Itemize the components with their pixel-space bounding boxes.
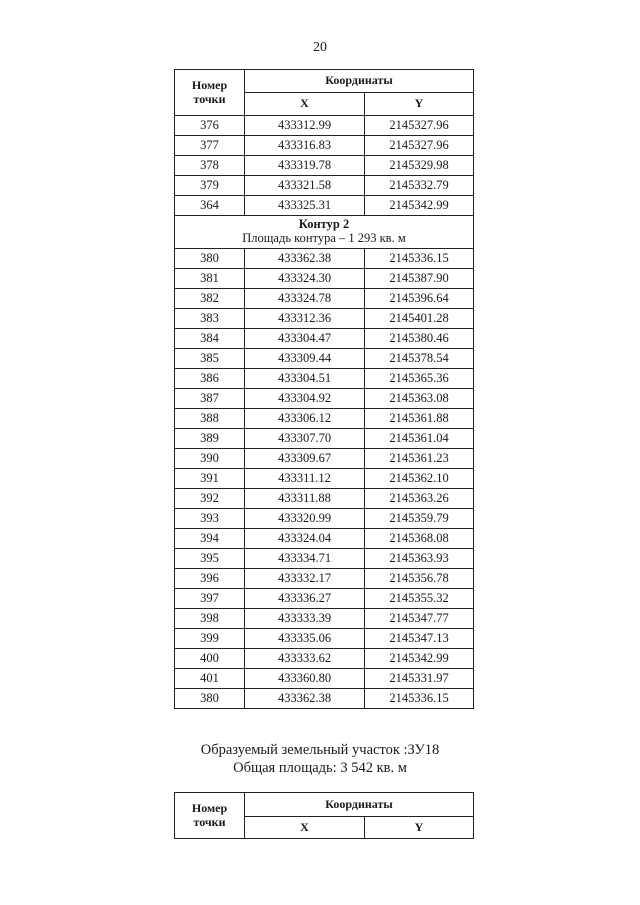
x-coordinate-cell: 433320.99 xyxy=(245,509,365,529)
y-coordinate-cell: 2145359.79 xyxy=(365,509,474,529)
point-number-cell: 398 xyxy=(175,609,245,629)
y-coordinate-cell: 2145327.96 xyxy=(365,116,474,136)
point-number-cell: 382 xyxy=(175,289,245,309)
point-number-cell: 384 xyxy=(175,329,245,349)
table-row xyxy=(175,529,474,549)
y-coordinate-cell: 2145365.36 xyxy=(365,369,474,389)
table-row xyxy=(175,489,474,509)
table-row xyxy=(175,349,474,369)
table-row xyxy=(175,269,474,289)
table-row xyxy=(175,329,474,349)
y-coordinate-cell: 2145361.23 xyxy=(365,449,474,469)
table-row xyxy=(175,589,474,609)
x-coordinate-cell: 433325.31 xyxy=(245,196,365,216)
table-row xyxy=(175,176,474,196)
header-coordinates: Координаты xyxy=(245,793,474,817)
x-coordinate-cell: 433334.71 xyxy=(245,549,365,569)
y-coordinate-cell: 2145378.54 xyxy=(365,349,474,369)
point-number-cell: 390 xyxy=(175,449,245,469)
x-coordinate-cell: 433360.80 xyxy=(245,669,365,689)
point-number-cell: 396 xyxy=(175,569,245,589)
point-number-cell: 380 xyxy=(175,689,245,709)
y-coordinate-cell: 2145331.97 xyxy=(365,669,474,689)
y-coordinate-cell: 2145332.79 xyxy=(365,176,474,196)
x-coordinate-cell: 433324.04 xyxy=(245,529,365,549)
x-coordinate-cell: 433304.47 xyxy=(245,329,365,349)
table-row xyxy=(175,116,474,136)
point-number-cell: 378 xyxy=(175,156,245,176)
point-number-cell: 379 xyxy=(175,176,245,196)
x-coordinate-cell: 433311.12 xyxy=(245,469,365,489)
point-number-cell: 388 xyxy=(175,409,245,429)
x-coordinate-cell: 433304.51 xyxy=(245,369,365,389)
point-number-cell: 400 xyxy=(175,649,245,669)
y-coordinate-cell: 2145363.08 xyxy=(365,389,474,409)
x-coordinate-cell: 433362.38 xyxy=(245,689,365,709)
header-point-number: Номер точки xyxy=(175,793,245,839)
header-x: X xyxy=(245,817,365,839)
y-coordinate-cell: 2145361.88 xyxy=(365,409,474,429)
table-row xyxy=(175,409,474,429)
point-number-cell: 376 xyxy=(175,116,245,136)
x-coordinate-cell: 433309.44 xyxy=(245,349,365,369)
point-number-cell: 385 xyxy=(175,349,245,369)
y-coordinate-cell: 2145356.78 xyxy=(365,569,474,589)
y-coordinate-cell: 2145342.99 xyxy=(365,649,474,669)
table-row xyxy=(175,509,474,529)
x-coordinate-cell: 433335.06 xyxy=(245,629,365,649)
table-row xyxy=(175,689,474,709)
table-row xyxy=(175,389,474,409)
table-row xyxy=(175,449,474,469)
x-coordinate-cell: 433333.39 xyxy=(245,609,365,629)
y-coordinate-cell: 2145363.26 xyxy=(365,489,474,509)
x-coordinate-cell: 433319.78 xyxy=(245,156,365,176)
table-row xyxy=(175,249,474,269)
parcel-total-area: Общая площадь: 3 542 кв. м xyxy=(233,760,407,776)
table-row xyxy=(175,156,474,176)
x-coordinate-cell: 433311.88 xyxy=(245,489,365,509)
x-coordinate-cell: 433324.78 xyxy=(245,289,365,309)
parcel-caption xyxy=(0,741,640,777)
header-y: Y xyxy=(365,817,474,839)
y-coordinate-cell: 2145329.98 xyxy=(365,156,474,176)
point-number-cell: 387 xyxy=(175,389,245,409)
x-coordinate-cell: 433336.27 xyxy=(245,589,365,609)
point-number-cell: 399 xyxy=(175,629,245,649)
point-number-cell: 397 xyxy=(175,589,245,609)
contour-area: Площадь контура – 1 293 кв. м xyxy=(242,231,406,245)
y-coordinate-cell: 2145380.46 xyxy=(365,329,474,349)
x-coordinate-cell: 433332.17 xyxy=(245,569,365,589)
contour-cell xyxy=(175,216,474,249)
y-coordinate-cell: 2145396.64 xyxy=(365,289,474,309)
point-number-cell: 386 xyxy=(175,369,245,389)
y-coordinate-cell: 2145362.10 xyxy=(365,469,474,489)
header-coordinates: Координаты xyxy=(245,70,474,93)
y-coordinate-cell: 2145336.15 xyxy=(365,249,474,269)
point-number-cell: 389 xyxy=(175,429,245,449)
table-row xyxy=(175,289,474,309)
contour-title: Контур 2 xyxy=(298,217,350,232)
point-number-cell: 381 xyxy=(175,269,245,289)
table-row xyxy=(175,649,474,669)
x-coordinate-cell: 433312.36 xyxy=(245,309,365,329)
y-coordinate-cell: 2145368.08 xyxy=(365,529,474,549)
table-row xyxy=(175,569,474,589)
point-number-cell: 364 xyxy=(175,196,245,216)
point-number-cell: 380 xyxy=(175,249,245,269)
table-row xyxy=(175,369,474,389)
point-number-cell: 393 xyxy=(175,509,245,529)
table-row xyxy=(175,549,474,569)
coordinates-table-1 xyxy=(174,69,474,709)
x-coordinate-cell: 433312.99 xyxy=(245,116,365,136)
x-coordinate-cell: 433316.83 xyxy=(245,136,365,156)
y-coordinate-cell: 2145347.77 xyxy=(365,609,474,629)
point-number-cell: 395 xyxy=(175,549,245,569)
y-coordinate-cell: 2145327.96 xyxy=(365,136,474,156)
y-coordinate-cell: 2145363.93 xyxy=(365,549,474,569)
header-x: X xyxy=(245,93,365,116)
table-row xyxy=(175,309,474,329)
y-coordinate-cell: 2145342.99 xyxy=(365,196,474,216)
table-row xyxy=(175,669,474,689)
y-coordinate-cell: 2145355.32 xyxy=(365,589,474,609)
x-coordinate-cell: 433362.38 xyxy=(245,249,365,269)
x-coordinate-cell: 433307.70 xyxy=(245,429,365,449)
table-row xyxy=(175,609,474,629)
x-coordinate-cell: 433321.58 xyxy=(245,176,365,196)
table-row xyxy=(175,629,474,649)
point-number-cell: 377 xyxy=(175,136,245,156)
parcel-title: Образуемый земельный участок :ЗУ18 xyxy=(200,742,440,758)
y-coordinate-cell: 2145361.04 xyxy=(365,429,474,449)
page-number: 20 xyxy=(313,40,327,55)
x-coordinate-cell: 433324.30 xyxy=(245,269,365,289)
table-row xyxy=(175,136,474,156)
point-number-cell: 383 xyxy=(175,309,245,329)
header-point-number: Номер точки xyxy=(175,70,245,116)
x-coordinate-cell: 433309.67 xyxy=(245,449,365,469)
table-row xyxy=(175,196,474,216)
coordinates-table-2 xyxy=(174,792,474,839)
x-coordinate-cell: 433306.12 xyxy=(245,409,365,429)
contour-row xyxy=(175,216,474,249)
table-row xyxy=(175,429,474,449)
point-number-cell: 392 xyxy=(175,489,245,509)
x-coordinate-cell: 433333.62 xyxy=(245,649,365,669)
point-number-cell: 394 xyxy=(175,529,245,549)
y-coordinate-cell: 2145401.28 xyxy=(365,309,474,329)
y-coordinate-cell: 2145387.90 xyxy=(365,269,474,289)
x-coordinate-cell: 433304.92 xyxy=(245,389,365,409)
header-y: Y xyxy=(365,93,474,116)
table-row xyxy=(175,469,474,489)
y-coordinate-cell: 2145336.15 xyxy=(365,689,474,709)
y-coordinate-cell: 2145347.13 xyxy=(365,629,474,649)
point-number-cell: 401 xyxy=(175,669,245,689)
point-number-cell: 391 xyxy=(175,469,245,489)
